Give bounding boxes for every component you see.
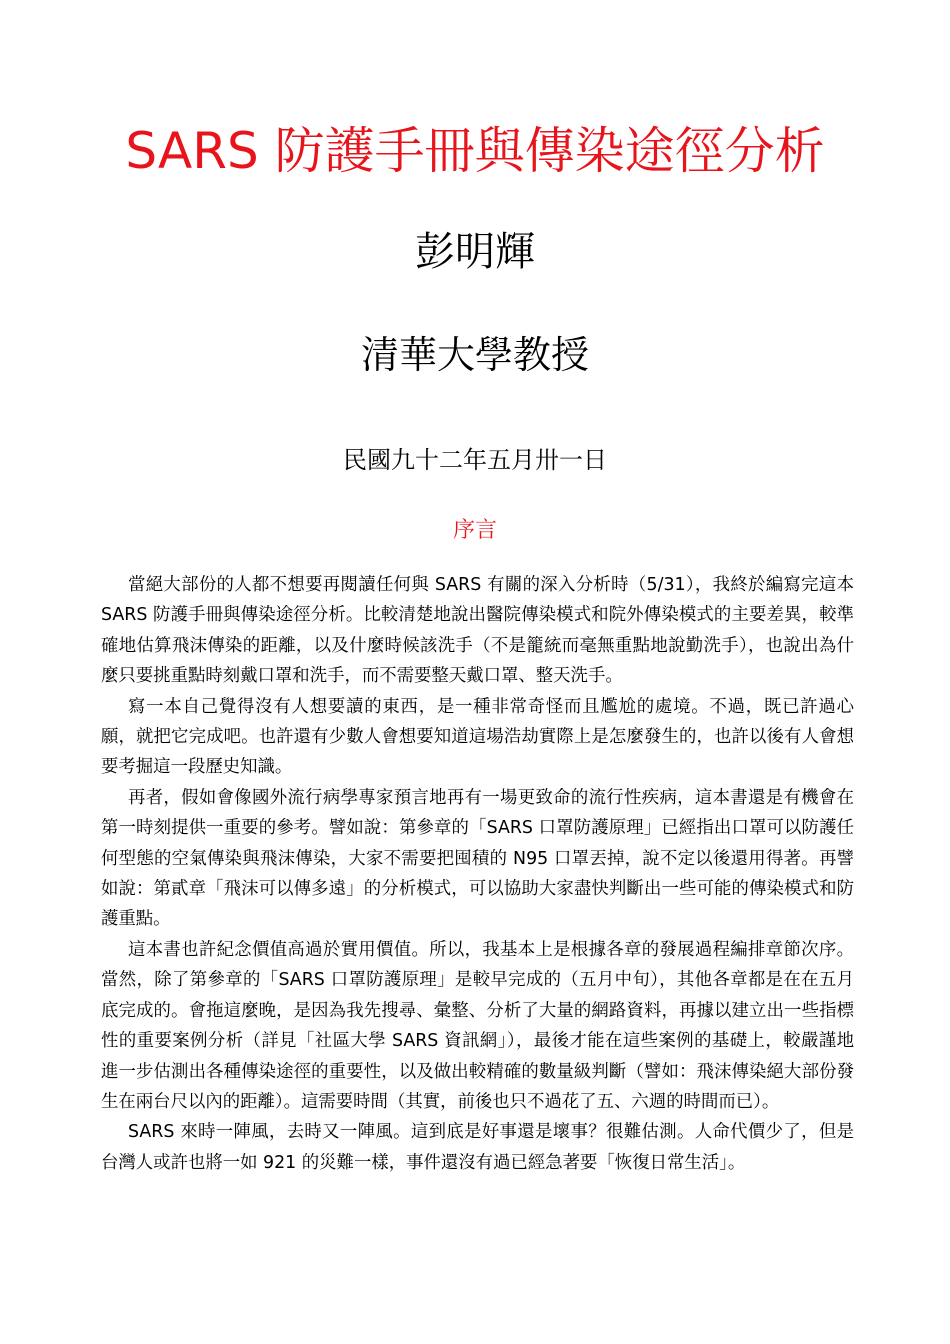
preface-body — [101, 570, 854, 1178]
author-affiliation: 清華大學教授 — [360, 333, 589, 377]
section-heading-preface: 序言 — [452, 518, 497, 543]
document-title: SARS 防護手冊與傳染途徑分析 — [125, 122, 825, 180]
preface-paragraph-3: 再者，假如會像國外流行病學專家預言地再有一場更致命的流行性疾病，這本書還是有機會在第一時刻提供一重要的參考。譬如說：第參章的「SARS 口罩防護原理」已經指出口罩可以防護任何型態的空氣傳染與飛沫傳染，大家不需要把囤積的 N95 口罩丟掉，說不定以後還用得著。再譬如說：第貳章「飛沫可以傳多遠」的分析模式，可以協助大家盡快判斷出一些可能的傳染模式和防護重點。 — [101, 787, 854, 930]
preface-paragraph-2: 寫一本自己覺得沒有人想要讀的東西，是一種非常奇怪而且尷尬的處境。不過，既已許過心願，就把它完成吧。也許還有少數人會想要知道這場浩劫實際上是怎麼發生的，也許以後有人會想要考掘這一段歷史知識。 — [101, 696, 854, 778]
preface-paragraph-1: 當絕大部份的人都不想要再閱讀任何與 SARS 有關的深入分析時（5/31），我終於編寫完這本 SARS 防護手冊與傳染途徑分析。比較清楚地說出醫院傳染模式和院外傳染模式的主要差異，較準確地估算飛沫傳染的距離，以及什麼時候該洗手（不是籠統而毫無重點地說勤洗手），也說出為什麼只要挑重點時刻戴口罩和洗手，而不需要整天戴口罩、整天洗手。 — [101, 575, 854, 687]
preface-paragraph-4: 這本書也許紀念價值高過於實用價值。所以，我基本上是根據各章的發展過程編排章節次序。當然，除了第參章的「SARS 口罩防護原理」是較早完成的（五月中旬），其他各章都是在在五月底完成的。會拖這麼晚，是因為我先搜尋、彙整、分析了大量的網路資料，再據以建立出一些指標性的重要案例分析（詳見「社區大學 SARS 資訊網」），最後才能在這些案例的基礎上，較嚴謹地進一步估測出各種傳染途徑的重要性，以及做出較精確的數量級判斷（譬如：飛沫傳染絕大部份發生在兩台尺以內的距離）。這需要時間（其實，前後也只不過花了五、六週的時間而已）。 — [101, 939, 854, 1112]
author-name: 彭明輝 — [415, 229, 535, 275]
preface-paragraph-5: SARS 來時一陣風，去時又一陣風。這到底是好事還是壞事？很難估測。人命代價少了，但是台灣人或許也將一如 921 的災難一樣，事件還沒有過已經急著要「恢復日常生活」。 — [101, 1122, 854, 1173]
document-date: 民國九十二年五月卅一日 — [343, 446, 607, 474]
